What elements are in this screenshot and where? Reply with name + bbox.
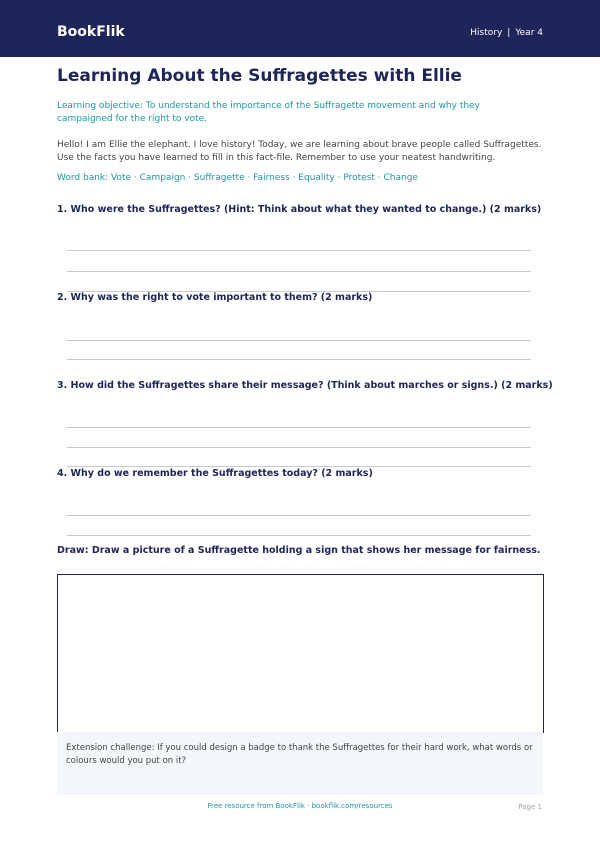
question-4: 4. Why do we remember the Suffragettes today? (2 marks) [57,468,373,479]
answer-line[interactable] [67,427,531,428]
question-3: 3. How did the Suffragettes share their message? (Think about marches or signs.) (2 marks) [57,380,553,391]
answer-line[interactable] [67,447,531,448]
header-bar [0,0,600,57]
intro-text: Hello! I am Ellie the elephant. I love history! Today, we are learning about brave people called Suffragettes. Use the facts you have learned to fill in this fact-file. Remember to use your neatest handwriting. [57,140,542,163]
question-1: 1. Who were the Suffragettes? (Hint: Think about what they wanted to change.) (2 marks) [57,204,542,215]
extension-text: Extension challenge: If you could design a badge to thank the Suffragettes for their hard work, what words or colours would you put on it? [66,743,533,766]
answer-line[interactable] [67,466,531,467]
brand-logo[interactable]: BookFlik [57,24,125,40]
meta-separator: | [507,28,511,38]
word-bank: Word bank: Vote · Campaign · Suffragette · Fairness · Equality · Protest · Change [57,173,418,183]
draw-prompt: Draw: Draw a picture of a Suffragette holding a sign that shows her message for fairness. [57,545,541,556]
answer-line[interactable] [67,535,531,536]
page-title: Learning About the Suffragettes with Ellie [57,66,462,86]
answer-line[interactable] [67,340,531,341]
question-2: 2. Why was the right to vote important to them? (2 marks) [57,292,373,303]
year-label: Year 4 [515,28,543,38]
drawing-box[interactable] [57,574,544,733]
answer-line[interactable] [67,271,531,272]
footer-source[interactable]: Free resource from BookFlik · bookflik.com/resources [207,802,393,810]
extension-challenge [57,732,543,795]
answer-line[interactable] [67,515,531,516]
answer-line[interactable] [67,250,531,251]
learning-objective: Learning objective: To understand the importance of the Suffragette movement and why they campaigned for the right to vote. [57,101,480,124]
subject-label: History [470,28,503,38]
answer-line[interactable] [67,359,531,360]
page-number: Page 1 [518,803,542,811]
header-meta [470,28,543,38]
